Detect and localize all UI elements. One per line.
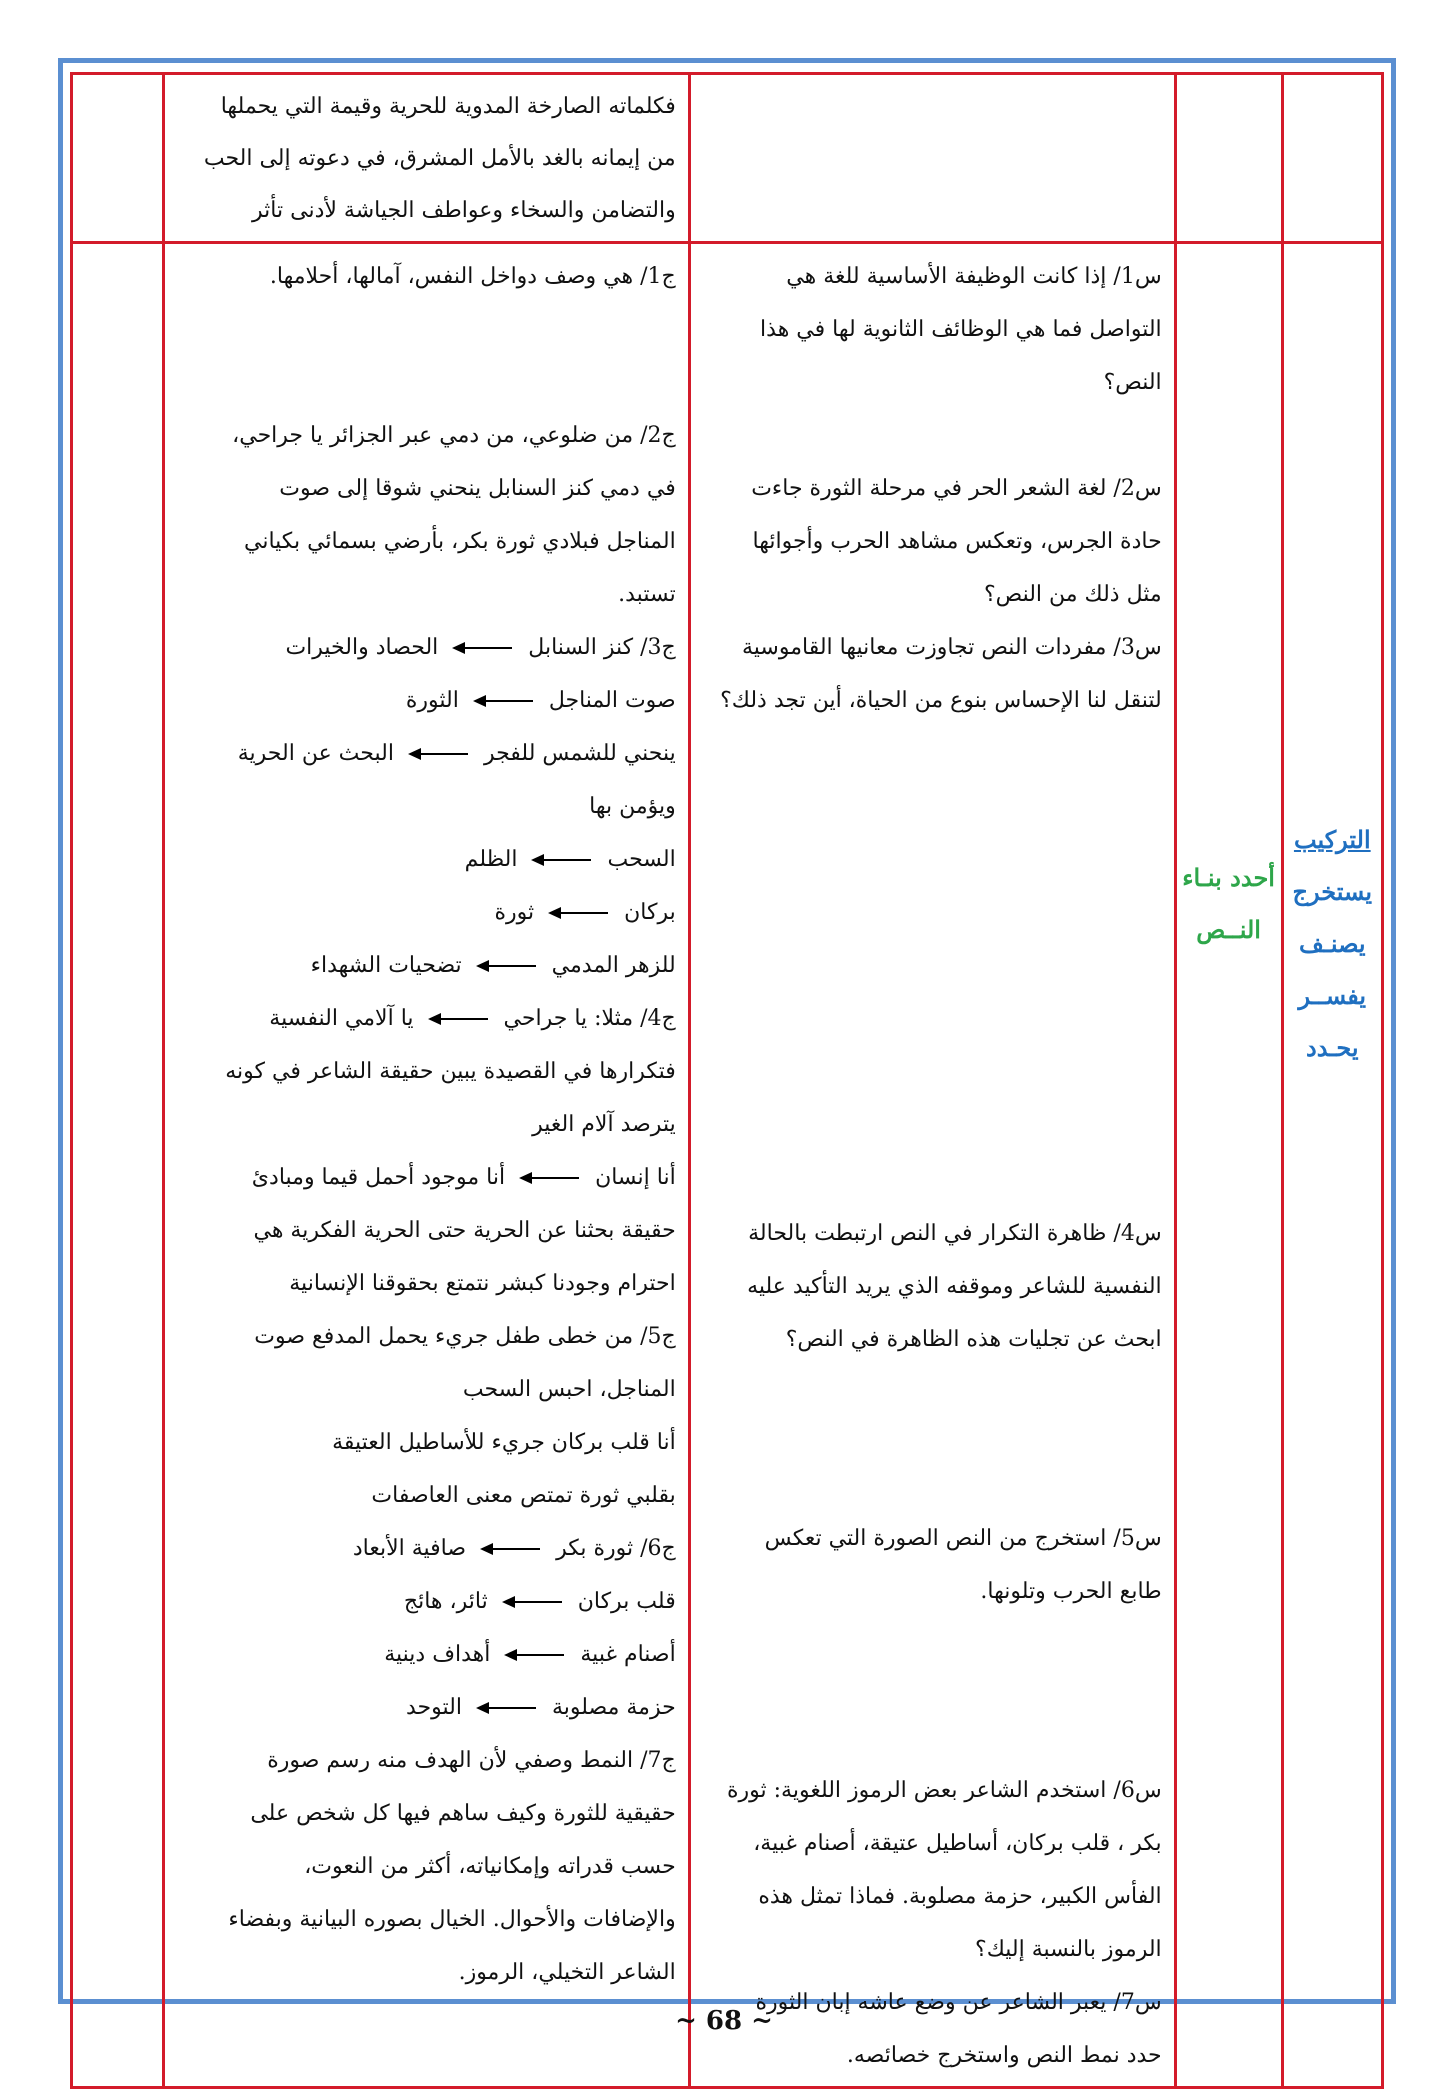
answers-list bbox=[165, 244, 688, 2003]
symbol-term: قلب بركان bbox=[577, 1589, 676, 1614]
skill-verb: يفســر bbox=[1298, 981, 1367, 1010]
symbol-term: صوت المناجل bbox=[548, 688, 676, 713]
answer-line: والإضافات والأحوال. الخيال بصوره البيانية وبفضاء bbox=[228, 1907, 676, 1932]
question-line: ابحث عن تجليات هذه الظاهرة في النص؟ bbox=[785, 1327, 1162, 1352]
question-line: النفسية للشاعر وموقفه الذي يريد التأكيد عليه bbox=[747, 1274, 1162, 1299]
text-line: فكلماته الصارخة المدوية للحرية وقيمة التي يحملها bbox=[220, 94, 676, 119]
answer-line: فتكرارها في القصيدة يبين حقيقة الشاعر في كونه bbox=[225, 1059, 676, 1084]
skills-cell bbox=[1282, 243, 1382, 2088]
answer-line: ج1/ هي وصف دواخل النفس، آمالها، أحلامها. bbox=[269, 264, 676, 289]
answer-line: يترصد آلام الغير bbox=[532, 1112, 676, 1137]
answer-line: المناجل، احبس السحب bbox=[462, 1377, 676, 1402]
symbol-meaning: يا آلامي النفسية bbox=[269, 1006, 414, 1031]
table-row-continuation bbox=[72, 74, 1383, 243]
left-arrow-icon bbox=[476, 1700, 538, 1716]
symbol-term: أصنام غبية bbox=[580, 1642, 676, 1667]
skill-verb: يحـدد bbox=[1306, 1033, 1359, 1062]
question-line: بكر ، قلب بركان، أساطيل عتيقة، أصنام غبية، bbox=[753, 1831, 1162, 1856]
skill-verb: يصنـف bbox=[1298, 929, 1366, 958]
left-arrow-icon bbox=[502, 1594, 564, 1610]
symbol-meaning: التوحد bbox=[406, 1695, 462, 1720]
question-item bbox=[703, 1764, 1162, 1976]
questions-cell bbox=[689, 243, 1175, 2088]
left-arrow-icon bbox=[428, 1011, 490, 1027]
symbol-meaning: صافية الأبعاد bbox=[352, 1536, 467, 1561]
table-row-main bbox=[72, 243, 1383, 2088]
arrow-mapping bbox=[177, 727, 676, 780]
text-line: والتضامن والسخاء وعواطف الجياشة لأدنى تأثر bbox=[252, 198, 676, 223]
question-line: مثل ذلك من النص؟ bbox=[983, 582, 1162, 607]
goal-line: النــص bbox=[1196, 915, 1261, 944]
goal-line: أحدد بنـاء bbox=[1182, 863, 1275, 892]
text-line: من إيمانه بالغد بالأمل المشرق، في دعوته إلى الحب bbox=[203, 146, 676, 171]
symbol-term: أنا إنسان bbox=[595, 1165, 676, 1190]
left-arrow-icon bbox=[408, 746, 470, 762]
symbol-term: ج6/ ثورة بكر bbox=[556, 1536, 676, 1561]
question-item bbox=[703, 462, 1162, 621]
question-line: س5/ استخرج من النص الصورة التي تعكس bbox=[764, 1526, 1162, 1551]
question-line: النص؟ bbox=[1103, 370, 1162, 395]
answer-line: ويؤمن بها bbox=[589, 794, 676, 819]
symbol-meaning: الظلم bbox=[464, 847, 518, 872]
goal-cell bbox=[1175, 243, 1282, 2088]
left-arrow-icon bbox=[480, 1541, 542, 1557]
symbol-term: بركان bbox=[624, 900, 676, 925]
questions-list bbox=[691, 244, 1174, 2086]
goal-cell-top bbox=[1175, 74, 1282, 243]
question-line: س7/ يعبر الشاعر عن وضع عاشه إبان الثورة bbox=[755, 1990, 1162, 2015]
empty-cell bbox=[72, 243, 164, 2088]
arrow-mapping bbox=[177, 833, 676, 886]
skill-title: التركيب bbox=[1293, 825, 1371, 854]
left-arrow-icon bbox=[504, 1647, 566, 1663]
answers-cell-top bbox=[163, 74, 689, 243]
answer-line: المناجل فبلادي ثورة بكر، بأرضي بسمائي بكياني bbox=[244, 529, 676, 554]
question-line: الفأس الكبير، حزمة مصلوبة. فماذا تمثل هذه bbox=[758, 1884, 1162, 1909]
arrow-mapping bbox=[177, 1151, 676, 1204]
question-item bbox=[703, 1207, 1162, 1366]
arrow-mapping bbox=[177, 992, 676, 1045]
arrow-mapping bbox=[177, 1575, 676, 1628]
symbol-term: ج3/ كنز السنابل bbox=[528, 635, 676, 660]
question-line: طابع الحرب وتلونها. bbox=[980, 1579, 1162, 1604]
arrow-mapping bbox=[177, 939, 676, 992]
answer-line: أنا قلب بركان جريء للأساطيل العتيقة bbox=[332, 1430, 676, 1455]
symbol-term: ج4/ مثلا: يا جراحي bbox=[503, 1006, 676, 1031]
question-item bbox=[703, 1512, 1162, 1618]
empty-cell-top bbox=[72, 74, 164, 243]
question-item bbox=[703, 621, 1162, 727]
question-item bbox=[703, 250, 1162, 409]
answer-line: ج7/ النمط وصفي لأن الهدف منه رسم صورة bbox=[267, 1748, 676, 1773]
question-line: لتنقل لنا الإحساس بنوع من الحياة، أين تجد ذلك؟ bbox=[720, 688, 1162, 713]
arrow-mapping bbox=[177, 886, 676, 939]
answer-line: ج5/ من خطى طفل جريء يحمل المدفع صوت bbox=[254, 1324, 676, 1349]
symbol-term: للزهر المدمي bbox=[551, 953, 676, 978]
question-line: س2/ لغة الشعر الحر في مرحلة الثورة جاءت bbox=[751, 476, 1162, 501]
answer-line: حقيقة بحثنا عن الحرية حتى الحرية الفكرية هي bbox=[253, 1218, 676, 1243]
question-line: س6/ استخدم الشاعر بعض الرموز اللغوية: ثورة bbox=[727, 1778, 1162, 1803]
answer-line: حقيقية للثورة وكيف ساهم فيها كل شخص على bbox=[250, 1801, 676, 1826]
arrow-mapping bbox=[177, 1522, 676, 1575]
left-arrow-icon bbox=[548, 905, 610, 921]
arrow-mapping bbox=[177, 621, 676, 674]
left-arrow-icon bbox=[473, 693, 535, 709]
answer-line: الشاعر التخيلي، الرموز. bbox=[458, 1960, 676, 1985]
symbol-meaning: ثائر، هائج bbox=[403, 1589, 488, 1614]
question-line: س3/ مفردات النص تجاوزت معانيها القاموسية bbox=[742, 635, 1162, 660]
symbol-term: ينحني للشمس للفجر bbox=[483, 741, 676, 766]
symbol-meaning: ثورة bbox=[494, 900, 535, 925]
skills-cell-top bbox=[1282, 74, 1382, 243]
symbol-meaning: الحصاد والخيرات bbox=[285, 635, 439, 660]
arrow-mapping bbox=[177, 1681, 676, 1734]
answer-line: ج2/ من ضلوعي، من دمي عبر الجزائر يا جراحي، bbox=[232, 423, 676, 448]
question-line: التواصل فما هي الوظائف الثانوية لها في هذا bbox=[760, 317, 1162, 342]
question-line: س1/ إذا كانت الوظيفة الأساسية للغة هي bbox=[786, 264, 1162, 289]
symbol-term: السحب bbox=[607, 847, 676, 872]
questions-cell-top bbox=[689, 74, 1175, 243]
answer-line: حسب قدراته وإمكانياته، أكثر من النعوت، bbox=[304, 1854, 676, 1879]
question-line: حادة الجرس، وتعكس مشاهد الحرب وأجوائها bbox=[752, 529, 1162, 554]
answer-line: بقلبي ثورة تمتص معنى العاصفات bbox=[371, 1483, 676, 1508]
left-arrow-icon bbox=[531, 852, 593, 868]
page-number: ~ 68 ~ bbox=[675, 2006, 773, 2036]
lesson-table bbox=[70, 72, 1384, 2089]
symbol-meaning: أهداف دينية bbox=[384, 1642, 491, 1667]
skill-verb: يستخرج bbox=[1292, 877, 1373, 906]
symbol-meaning: تضحيات الشهداء bbox=[310, 953, 462, 978]
arrow-mapping bbox=[177, 1628, 676, 1681]
symbol-meaning: الثورة bbox=[405, 688, 459, 713]
symbol-meaning: أنا موجود أحمل قيما ومبادئ bbox=[251, 1165, 506, 1190]
question-line: الرموز بالنسبة إليك؟ bbox=[975, 1937, 1162, 1962]
left-arrow-icon bbox=[519, 1170, 581, 1186]
question-line: س4/ ظاهرة التكرار في النص ارتبطت بالحالة bbox=[748, 1221, 1162, 1246]
question-line: حدد نمط النص واستخرج خصائصه. bbox=[846, 2043, 1162, 2068]
answers-cell bbox=[163, 243, 689, 2088]
left-arrow-icon bbox=[476, 958, 538, 974]
answer-line: احترام وجودنا كبشر نتمتع بحقوقنا الإنسانية bbox=[289, 1271, 676, 1296]
symbol-meaning: البحث عن الحرية bbox=[237, 741, 394, 766]
arrow-mapping bbox=[177, 674, 676, 727]
left-arrow-icon bbox=[452, 640, 514, 656]
symbol-term: حزمة مصلوبة bbox=[551, 1695, 676, 1720]
answer-line: في دمي كنز السنابل ينحني شوقا إلى صوت bbox=[279, 476, 676, 501]
answer-line: تستبد. bbox=[618, 582, 676, 607]
continuation-text bbox=[165, 75, 688, 241]
